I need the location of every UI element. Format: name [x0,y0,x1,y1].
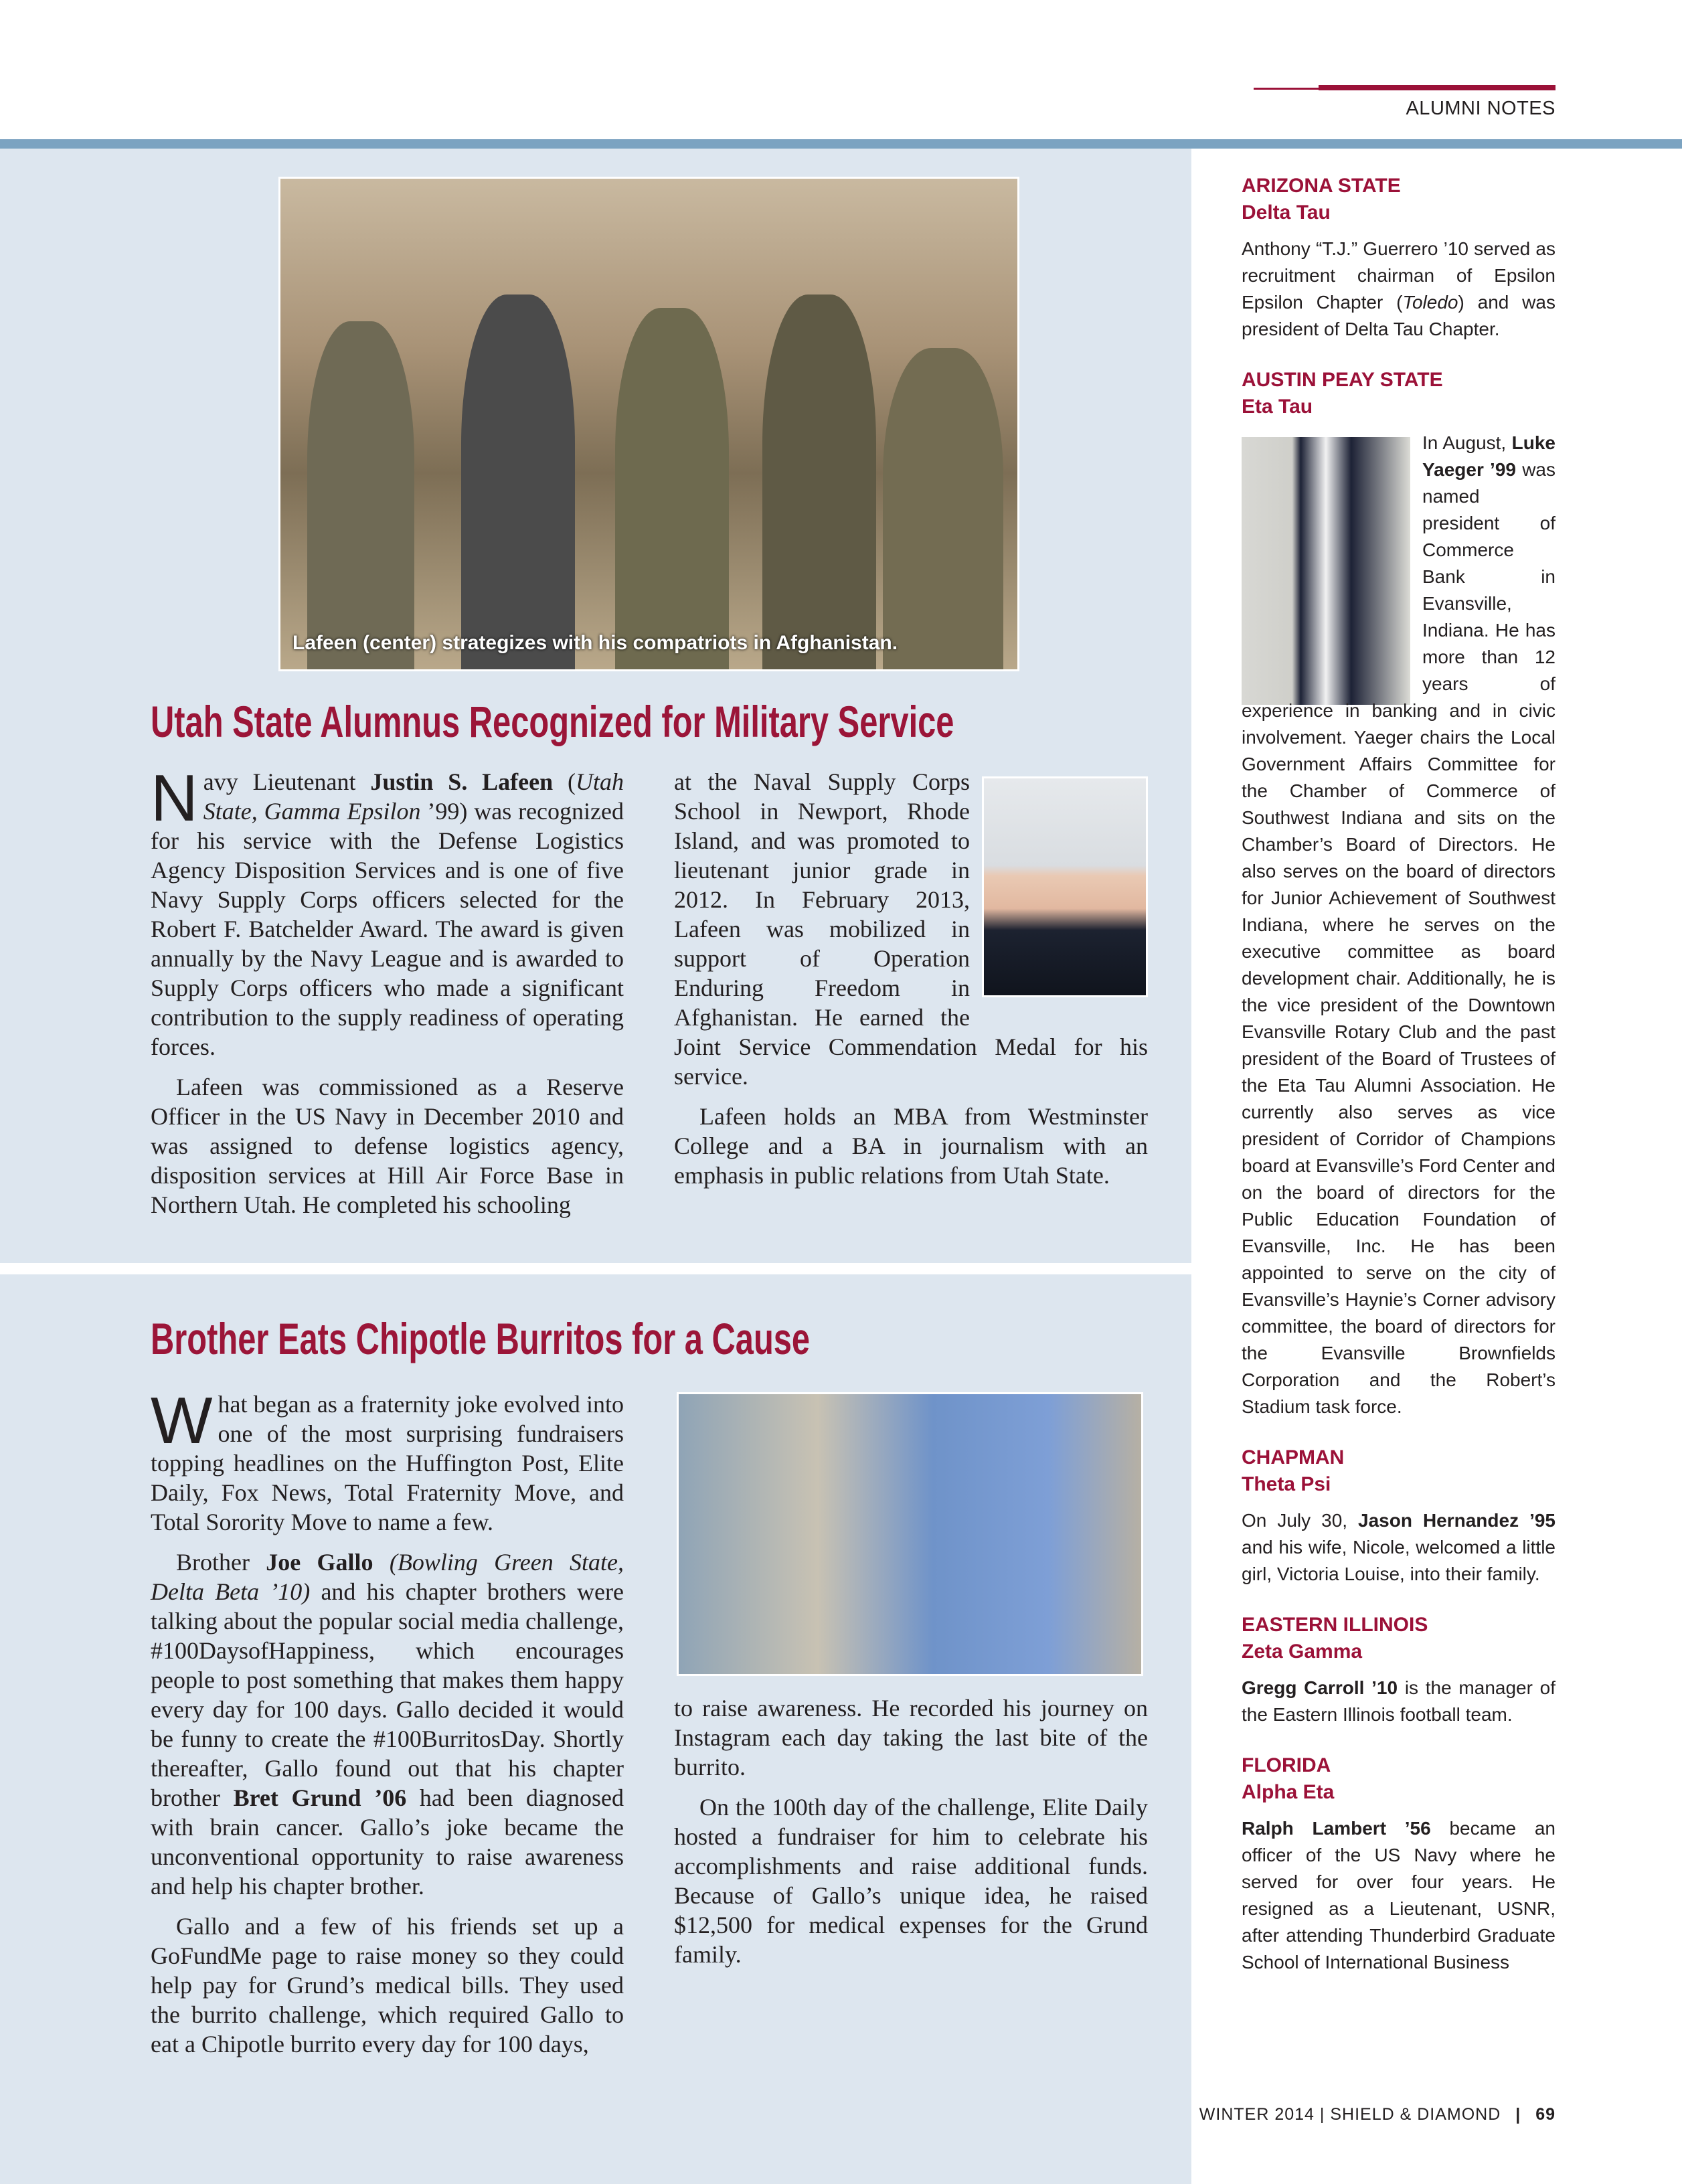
paragraph [151,1383,624,1537]
text-run: Gregg Carroll ’10 [1242,1677,1398,1698]
text-run: Lafeen holds an MBA from Westminster College and a BA in journalism with an emphasis in public relations from Utah State. [674,1103,1148,1189]
text-run: had been diagnosed with brain cancer. Gallo’s joke became the unconventional opportunity to raise awareness and help his chapter brother. [151,1784,624,1900]
text-run: On the 100th day of the challenge, Elite Daily hosted a fundraiser for him to celebrate his accomplishments and raise additional funds. Because of Gallo’s unique idea, he raised $12,500 for medical expenses for the Grund family. [674,1794,1148,1968]
note-body [1242,430,1555,1420]
text-run: became an officer of the US Navy where he served for over four years. He resigned as a Lieutenant, USNR, after attending Thunderbird Graduate School of International Business [1242,1818,1555,1972]
paragraph [674,1102,1148,1190]
text-run: and his wife, Nicole, welcomed a little girl, Victoria Louise, into their family. [1242,1537,1555,1584]
chapter-name: Zeta Gamma [1242,1641,1363,1663]
text-run: hat began as a fraternity joke evolved into one of the most surprising fundraisers topping headlines on the Huffington Post, Elite Daily, Fox News, Total Fraternity Move, and Total Sorority Move to name a few. [151,1391,624,1535]
text-run: In August, [1422,432,1512,453]
alumni-note [1242,1444,1555,1588]
school-name: FLORIDA [1242,1754,1331,1776]
article-title: Brother Eats Chipotle Burritos for a Cause [151,1314,811,1363]
text-run: was named president of Commerce Bank in Evansville, Indiana. He has more than 12 years of experience in banking and in civic involvement. Yaeger chairs the Local Government Affairs Committee for the Chamber of Commerce of Southwest Indiana and sits on the Chamber’s Board of Directors. He also serves on the board of directors for Junior Achievement of Southwest Indiana, where he serves on the executive committee as board development chair. Additionally, he is the vice president of the Downtown Evansville Rotary Club and the past president of the Board of Trustees of the Eta Tau Alumni Association. He currently also serves as vice president of Corridor of Champions board at Evansville’s Ford Center and on the board of directors for the Public Education Foundation of Evansville, Inc. He has been appointed to serve on the city of Evansville’s Haynie’s Corner advisory committee, the board of directors for the Evansville Brownfields Corporation and the Robert’s Stadium task force. [1242,459,1555,1417]
text-run: ( [553,768,576,795]
alumni-note [1242,173,1555,343]
note-body [1242,1507,1555,1588]
alumni-notes-column [1242,173,1555,2000]
text-run: (Bowling Green State, Delta Beta ’10) [151,1549,624,1605]
text-run: Justin S. Lafeen [370,768,554,795]
school-name: EASTERN ILLINOIS [1242,1614,1428,1636]
text-run: ’99) was recognized for his service with the Defense Logistics Agency Disposition Services and is one of five Navy Supply Corps officers selected for the Robert F. Batchelder Award. The award is given annually by the Navy League and is awarded to Supply Corps officers who made a significant contribution to the supply readiness of operating forces. [151,798,624,1060]
text-run: Joe Gallo [266,1549,373,1576]
chapter-name: Theta Psi [1242,1473,1331,1495]
header-bar [0,139,1682,149]
drop-cap: W [151,1383,213,1457]
section-label: ALUMNI NOTES [1406,98,1555,119]
paragraph [151,1547,624,1901]
footer-separator: | [1515,2105,1521,2124]
burrito-photo [677,1392,1143,1676]
chapter-name: Alpha Eta [1242,1781,1335,1803]
paragraph [151,1912,624,2059]
text-run: Anthony “T.J.” Guerrero ’10 served as recruitment chairman of Epsilon Epsilon Chapter ( [1242,238,1555,313]
paragraph [151,761,624,1062]
text-run: Jason Hernandez ’95 [1358,1510,1555,1531]
note-body [1242,1675,1555,1728]
paragraph [151,1072,624,1220]
alumni-note [1242,1752,1555,1976]
article1-col2 [674,767,1148,1201]
text-run: avy Lieutenant [203,768,371,795]
text-run: Utah State, Gamma Epsilon [203,768,624,825]
text-run: Bret Grund ’06 [233,1784,407,1811]
alumni-note [1242,1612,1555,1728]
text-run: Gallo and a few of his friends set up a GoFundMe page to raise money so they could help pay for Grund’s medical bills. They used the burrito challenge, which required Gallo to eat a Chipotle burrito every day for 100 days, [151,1913,624,2057]
page-footer [1199,2105,1555,2124]
chapter-name: Eta Tau [1242,396,1313,418]
afghanistan-photo [278,177,1019,671]
paragraph [674,1693,1148,1782]
note-body [1242,1815,1555,1976]
text-run: Toledo [1402,292,1458,313]
text-run: at the Naval Supply Corps School in Newport, Rhode Island, and was promoted to lieutenant junior grade in 2012. In February 2013, Lafeen was mobilized in support of Operation Enduring Freedom in Afghanistan. He earned the Joint Service Commendation Medal for his service. [674,768,1148,1090]
school-name: ARIZONA STATE [1242,175,1401,197]
photo-caption: Lafeen (center) strategizes with his compatriots in Afghanistan. [292,632,898,654]
school-name: AUSTIN PEAY STATE [1242,369,1443,391]
issue-label: WINTER 2014 | SHIELD & DIAMOND [1199,2105,1501,2124]
text-run: Ralph Lambert ’56 [1242,1818,1431,1839]
article2-col1 [151,1383,624,2070]
header-rule-thick [1319,85,1555,90]
page-number: 69 [1535,2105,1555,2124]
school-name: CHAPMAN [1242,1446,1345,1468]
navy-portrait-photo [982,776,1148,997]
text-run: to raise awareness. He recorded his journey on Instagram each day taking the last bite of the burrito. [674,1695,1148,1780]
note-body [1242,236,1555,343]
text-run: Lafeen was commissioned as a Reserve Officer in the US Navy in December 2010 and was assigned to defense logistics agency, disposition services at Hill Air Force Base in Northern Utah. He completed his schooling [151,1074,624,1218]
text-run: and his chapter brothers were talking about the popular social media challenge, #100DaysofHappiness, which encourages people to post something that makes them happy every day for 100 days. Gallo decided it would be funny to create the #100BurritosDay. Shortly thereafter, Gallo found out that his chapter brother [151,1578,624,1811]
header-rule-thin [1254,88,1321,90]
paragraph [674,1792,1148,1969]
article-title: Utah State Alumnus Recognized for Military Service [151,697,954,746]
chapter-name: Delta Tau [1242,201,1331,224]
text-run: is the manager of the Eastern Illinois football team. [1242,1677,1556,1725]
text-run: ) and was president of Delta Tau Chapter. [1242,292,1555,339]
text-run: Brother [176,1549,266,1576]
text-run: On July 30, [1242,1510,1359,1531]
article2-col2 [674,1693,1148,1980]
alumni-note [1242,367,1555,1420]
text-run: Luke Yaeger ’99 [1422,432,1555,480]
article1-col1 [151,761,624,1230]
drop-cap: N [151,761,198,835]
